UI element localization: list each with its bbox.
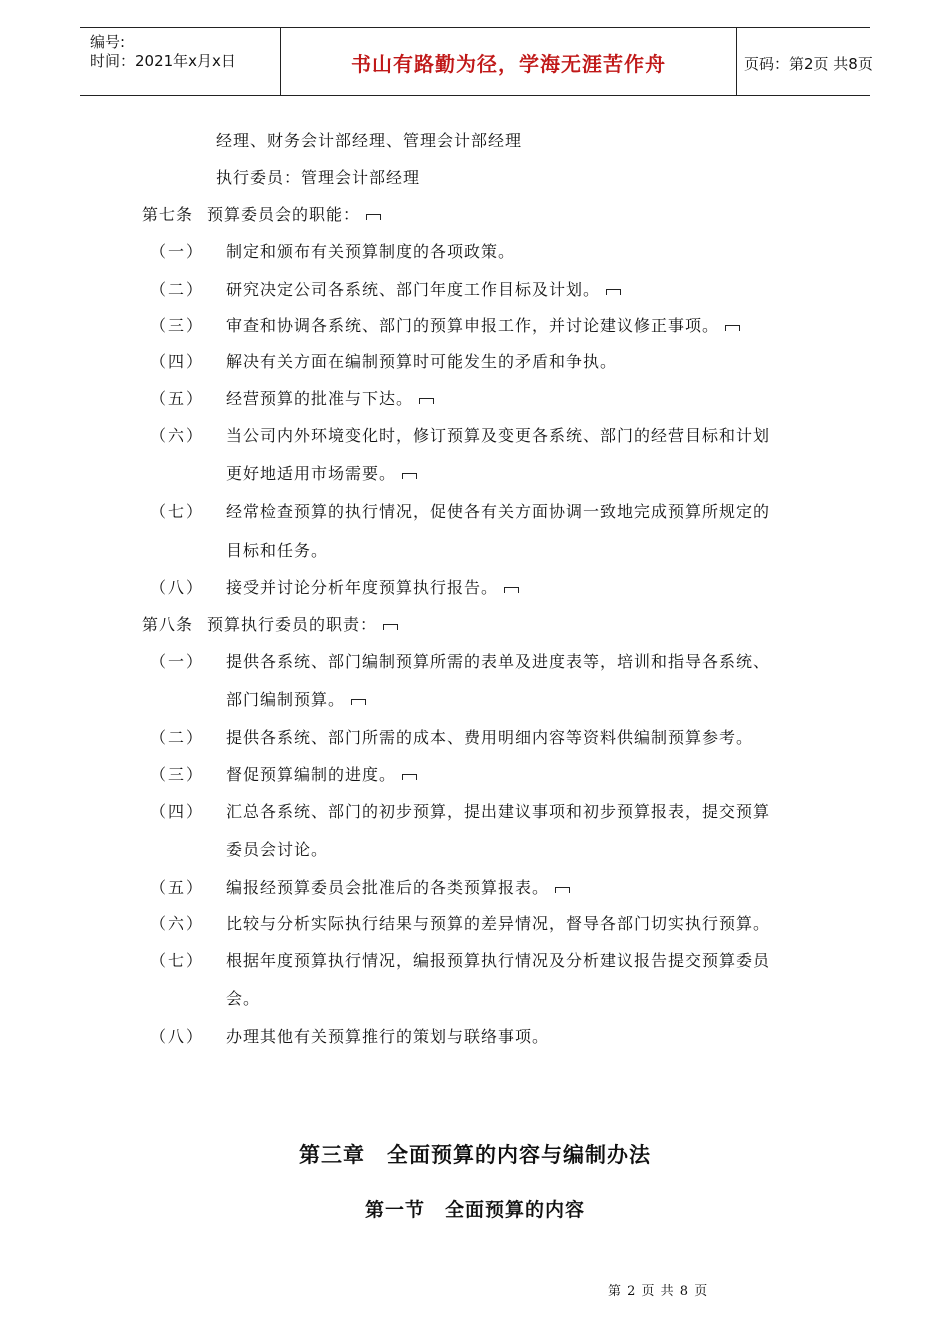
item-text: 经营预算的批准与下达。 [226, 389, 434, 409]
item-text: 根据年度预算执行情况，编报预算执行情况及分析建议报告提交预算委员 [226, 951, 771, 970]
article-8-heading [142, 615, 398, 635]
edit-mark-icon [351, 699, 366, 705]
item-number: （二） [150, 280, 205, 299]
item-text: 督促预算编制的进度。 [226, 765, 417, 785]
item-number: （七） [150, 502, 205, 521]
header-motto-cell [280, 28, 737, 95]
page-header [80, 27, 873, 96]
section-title: 第一节 全面预算的内容 [364, 1199, 585, 1221]
item-text-continued: 目标和任务。 [226, 541, 329, 560]
article-title: 预算委员会的职能： [207, 205, 361, 224]
item-number: （二） [150, 728, 205, 747]
edit-mark-icon [383, 624, 398, 630]
intro-line-2: 执行委员：管理会计部经理 [216, 168, 421, 187]
item-number: （七） [150, 951, 205, 970]
item-number: （五） [150, 389, 205, 408]
item-text: 审查和协调各系统、部门的预算申报工作，并讨论建议修正事项。 [226, 316, 740, 336]
time-label: 时间：2021年x月x日 [90, 52, 236, 70]
page-footer: 第 2 页 共 8 页 [608, 1284, 709, 1299]
item-text: 解决有关方面在编制预算时可能发生的矛盾和争执。 [226, 352, 618, 371]
item-text-continued: 委员会讨论。 [226, 840, 329, 859]
serial-label: 编号: [90, 33, 126, 51]
header-meta-cell [80, 28, 280, 95]
item-text: 办理其他有关预算推行的策划与联络事项。 [226, 1027, 550, 1046]
item-text: 接受并讨论分析年度预算执行报告。 [226, 578, 519, 598]
item-number: （五） [150, 878, 205, 897]
header-page-cell [736, 28, 873, 95]
article-7-heading [142, 205, 381, 225]
item-text: 比较与分析实际执行结果与预算的差异情况，督导各部门切实执行预算。 [226, 914, 771, 933]
edit-mark-icon [419, 398, 434, 404]
item-number: （四） [150, 352, 205, 371]
item-text: 汇总各系统、部门的初步预算，提出建议事项和初步预算报表，提交预算 [226, 802, 771, 821]
page-info: 页码：第2页 共8页 [744, 55, 873, 73]
item-text: 经常检查预算的执行情况，促使各有关方面协调一致地完成预算所规定的 [226, 502, 771, 521]
intro-line-1: 经理、财务会计部经理、管理会计部经理 [216, 131, 523, 150]
item-number: （六） [150, 914, 205, 933]
item-number: （一） [150, 242, 205, 261]
article-label: 第七条 [142, 205, 194, 224]
item-text-continued: 会。 [226, 989, 261, 1008]
item-text: 提供各系统、部门编制预算所需的表单及进度表等，培训和指导各系统、 [226, 652, 771, 671]
item-number: （三） [150, 316, 205, 335]
chapter-title: 第三章 全面预算的内容与编制办法 [299, 1143, 651, 1167]
article-title: 预算执行委员的职责： [207, 615, 378, 634]
edit-mark-icon [402, 473, 417, 479]
item-text-continued: 部门编制预算。 [226, 690, 366, 710]
item-text: 编报经预算委员会批准后的各类预算报表。 [226, 878, 570, 898]
edit-mark-icon [606, 289, 621, 295]
item-number: （六） [150, 426, 205, 445]
item-text: 研究决定公司各系统、部门年度工作目标及计划。 [226, 280, 621, 300]
item-number: （八） [150, 1027, 205, 1046]
motto: 书山有路勤为径，学海无涯苦作舟 [351, 52, 666, 76]
edit-mark-icon [366, 214, 381, 220]
article-label: 第八条 [142, 615, 194, 634]
edit-mark-icon [725, 325, 740, 331]
edit-mark-icon [402, 774, 417, 780]
item-number: （三） [150, 765, 205, 784]
edit-mark-icon [555, 887, 570, 893]
edit-mark-icon [504, 587, 519, 593]
item-text: 提供各系统、部门所需的成本、费用明细内容等资料供编制预算参考。 [226, 728, 754, 747]
item-number: （一） [150, 652, 205, 671]
item-text: 当公司内外环境变化时，修订预算及变更各系统、部门的经营目标和计划 [226, 426, 771, 445]
item-number: （八） [150, 578, 205, 597]
item-number: （四） [150, 802, 205, 821]
item-text: 制定和颁布有关预算制度的各项政策。 [226, 242, 516, 261]
item-text-continued: 更好地适用市场需要。 [226, 464, 417, 484]
